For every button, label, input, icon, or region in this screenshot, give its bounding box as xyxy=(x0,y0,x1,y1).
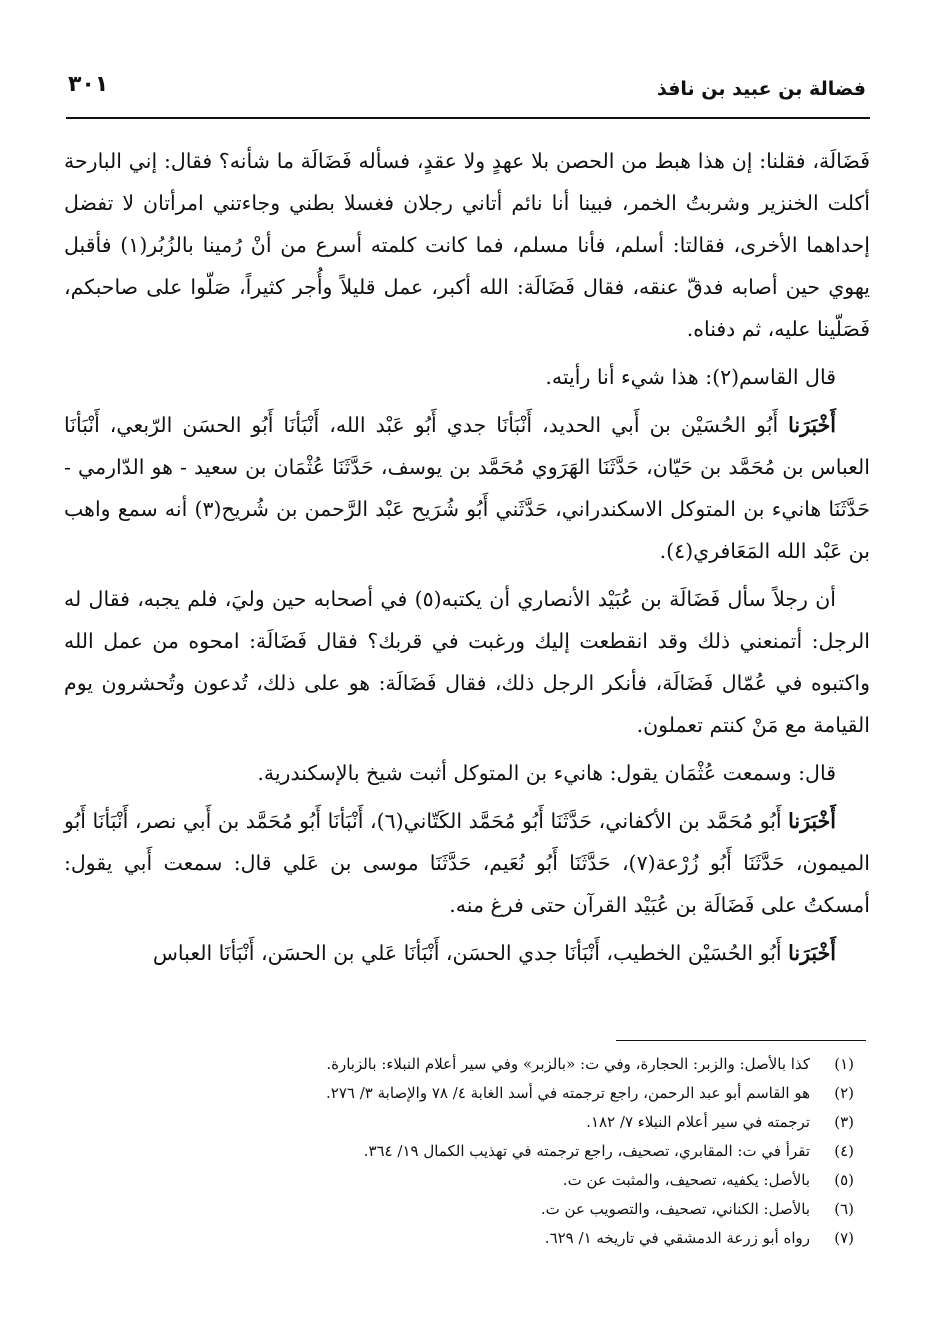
paragraph-text: أَبُو الحُسَيْن بن أَبي الحديد، أَنْبَأنَا جدي أَبُو عَبْد الله، أَنْبَأنَا أَبُو الحسَن الرّبعي، أَنْبَأنَا العباس بن مُحَمَّد بن حَيّان، حَدَّثَنَا الهَرَوي مُحَمَّد بن يوسف، حَدَّثَنَا عُثْمَان بن سعيد - هو الدّارمي - حَدَّثَنَا هانيء بن المتوكل الاسكندراني، حَدَّثَني أَبُو شُرَيح عَبْد الرَّحمن بن شُريح(٣) أنه سمع واهب بن عَبْد الله المَعَافري(٤). xyxy=(64,413,870,563)
page-number: ٣٠١ xyxy=(68,72,109,97)
lead-word: أَخْبَرَنا xyxy=(788,809,836,833)
lead-word: أَخْبَرَنا xyxy=(788,413,836,437)
paragraph-text: فَضَالَة، فقلنا: إن هذا هبط من الحصن بلا عهدٍ ولا عقدٍ، فسأله فَضَالَة ما شأنه؟ فقال: إني البارحة أكلت الخنزير وشربتُ الخمر، فبينا أنا نائم أتاني رجلان فغسلا بطني وجاءتني امرأتان لا تفضل إحداهما الأخرى، فقالتا: أسلم، فأنا مسلم، فما كانت كلمته أسرع من أنْ رُمينا بالزُبُر(١) فأقبل يهوي حين أصابه فدقّ عنقه، فقال فَضَالَة: الله أكبر، عمل قليلاً وأُجر كثيراً، صَلّوا على صاحبكم، فَصَلّينا عليه، ثم دفناه. xyxy=(64,149,870,341)
footnote-text: بالأصل: الكناني، تصحيف، والتصويب عن ت. xyxy=(540,1200,810,1218)
footnote-number: (٣) xyxy=(834,1113,854,1131)
footnote-number: (٥) xyxy=(834,1171,854,1189)
running-title: فضالة بن عبيد بن نافذ xyxy=(656,78,866,100)
footnote-text: تقرأ في ت: المقابري، تصحيف، راجع ترجمته في تهذيب الكمال ١٩/ ٣٦٤. xyxy=(363,1142,810,1160)
paragraph-3 xyxy=(64,404,870,572)
footnote-3 xyxy=(64,1108,854,1137)
paragraph-4 xyxy=(64,578,870,746)
footnote-text: رواه أبو زرعة الدمشقي في تاريخه ١/ ٦٢٩. xyxy=(544,1229,810,1247)
paragraph-6 xyxy=(64,800,870,926)
footnote-rule xyxy=(616,1040,866,1041)
paragraph-5 xyxy=(64,752,870,794)
paragraph-text: قال القاسم(٢): هذا شيء أنا رأيته. xyxy=(545,365,836,389)
footnote-number: (٢) xyxy=(834,1084,854,1102)
paragraph-2 xyxy=(64,356,870,398)
lead-word: أَخْبَرَنا xyxy=(788,941,836,965)
footnote-text: كذا بالأصل: والزبر: الحجارة، وفي ت: «بالزبر» وفي سير أعلام النبلاء: بالزبارة. xyxy=(326,1055,810,1073)
footnote-7 xyxy=(64,1224,854,1253)
footnote-number: (٦) xyxy=(834,1200,854,1218)
footnote-number: (١) xyxy=(834,1055,854,1073)
footnote-text: هو القاسم أبو عبد الرحمن، راجع ترجمته في أسد الغابة ٤/ ٧٨ والإصابة ٣/ ٢٧٦. xyxy=(325,1084,810,1102)
footnote-number: (٧) xyxy=(834,1229,854,1247)
footnote-1 xyxy=(64,1050,854,1079)
footnote-5 xyxy=(64,1166,854,1195)
paragraph-1 xyxy=(64,140,870,350)
footnote-4 xyxy=(64,1137,854,1166)
paragraph-text: قال: وسمعت عُثْمَان يقول: هانيء بن المتوكل أثبت شيخ بالإسكندرية. xyxy=(257,761,836,785)
footnote-text: ترجمته في سير أعلام النبلاء ٧/ ١٨٢. xyxy=(586,1113,810,1131)
footnote-2 xyxy=(64,1079,854,1108)
paragraph-text: أَبُو الحُسَيْن الخطيب، أَنْبَأنَا جدي الحسَن، أَنْبَأنَا عَلي بن الحسَن، أَنْبَأنَا العباس xyxy=(152,941,782,965)
header-rule xyxy=(66,117,870,119)
paragraph-text: أن رجلاً سأل فَضَالَة بن عُبَيْد الأنصاري أن يكتبه(٥) في أصحابه حين وليَ، فلم يجبه، فقال له الرجل: أتمنعني ذلك وقد انقطعت إليك ورغبت في قربك؟ فقال فَضَالَة: امحوه من عمل الله واكتبوه في عُمّال فَضَالَة، فأنكر الرجل ذلك، فقال فَضَالَة: هو على ذلك، تُدعون وتُحشرون يوم القيامة مع مَنْ كنتم تعملون. xyxy=(64,587,870,737)
paragraph-7 xyxy=(64,932,870,974)
footnote-6 xyxy=(64,1195,854,1224)
footnote-text: بالأصل: يكفيه، تصحيف، والمثبت عن ت. xyxy=(562,1171,810,1189)
paragraph-text: أَبُو مُحَمَّد بن الأكفاني، حَدَّثَنَا أَبُو مُحَمَّد الكَتّاني(٦)، أَنْبَأنَا أَبُو مُحَمَّد بن أَبي نصر، أَنْبَأنَا أَبُو الميمون، حَدَّثَنَا أَبُو زُرْعة(٧)، حَدَّثَنَا أَبُو نُعَيم، حَدَّثَنَا موسى بن عَلي قال: سمعت أَبي يقول: أمسكتُ على فَضَالَة بن عُبَيْد القرآن حتى فرغ منه. xyxy=(64,809,870,917)
page-header xyxy=(68,66,868,116)
footnotes xyxy=(64,1050,854,1253)
footnote-number: (٤) xyxy=(834,1142,854,1160)
main-text xyxy=(64,140,870,980)
